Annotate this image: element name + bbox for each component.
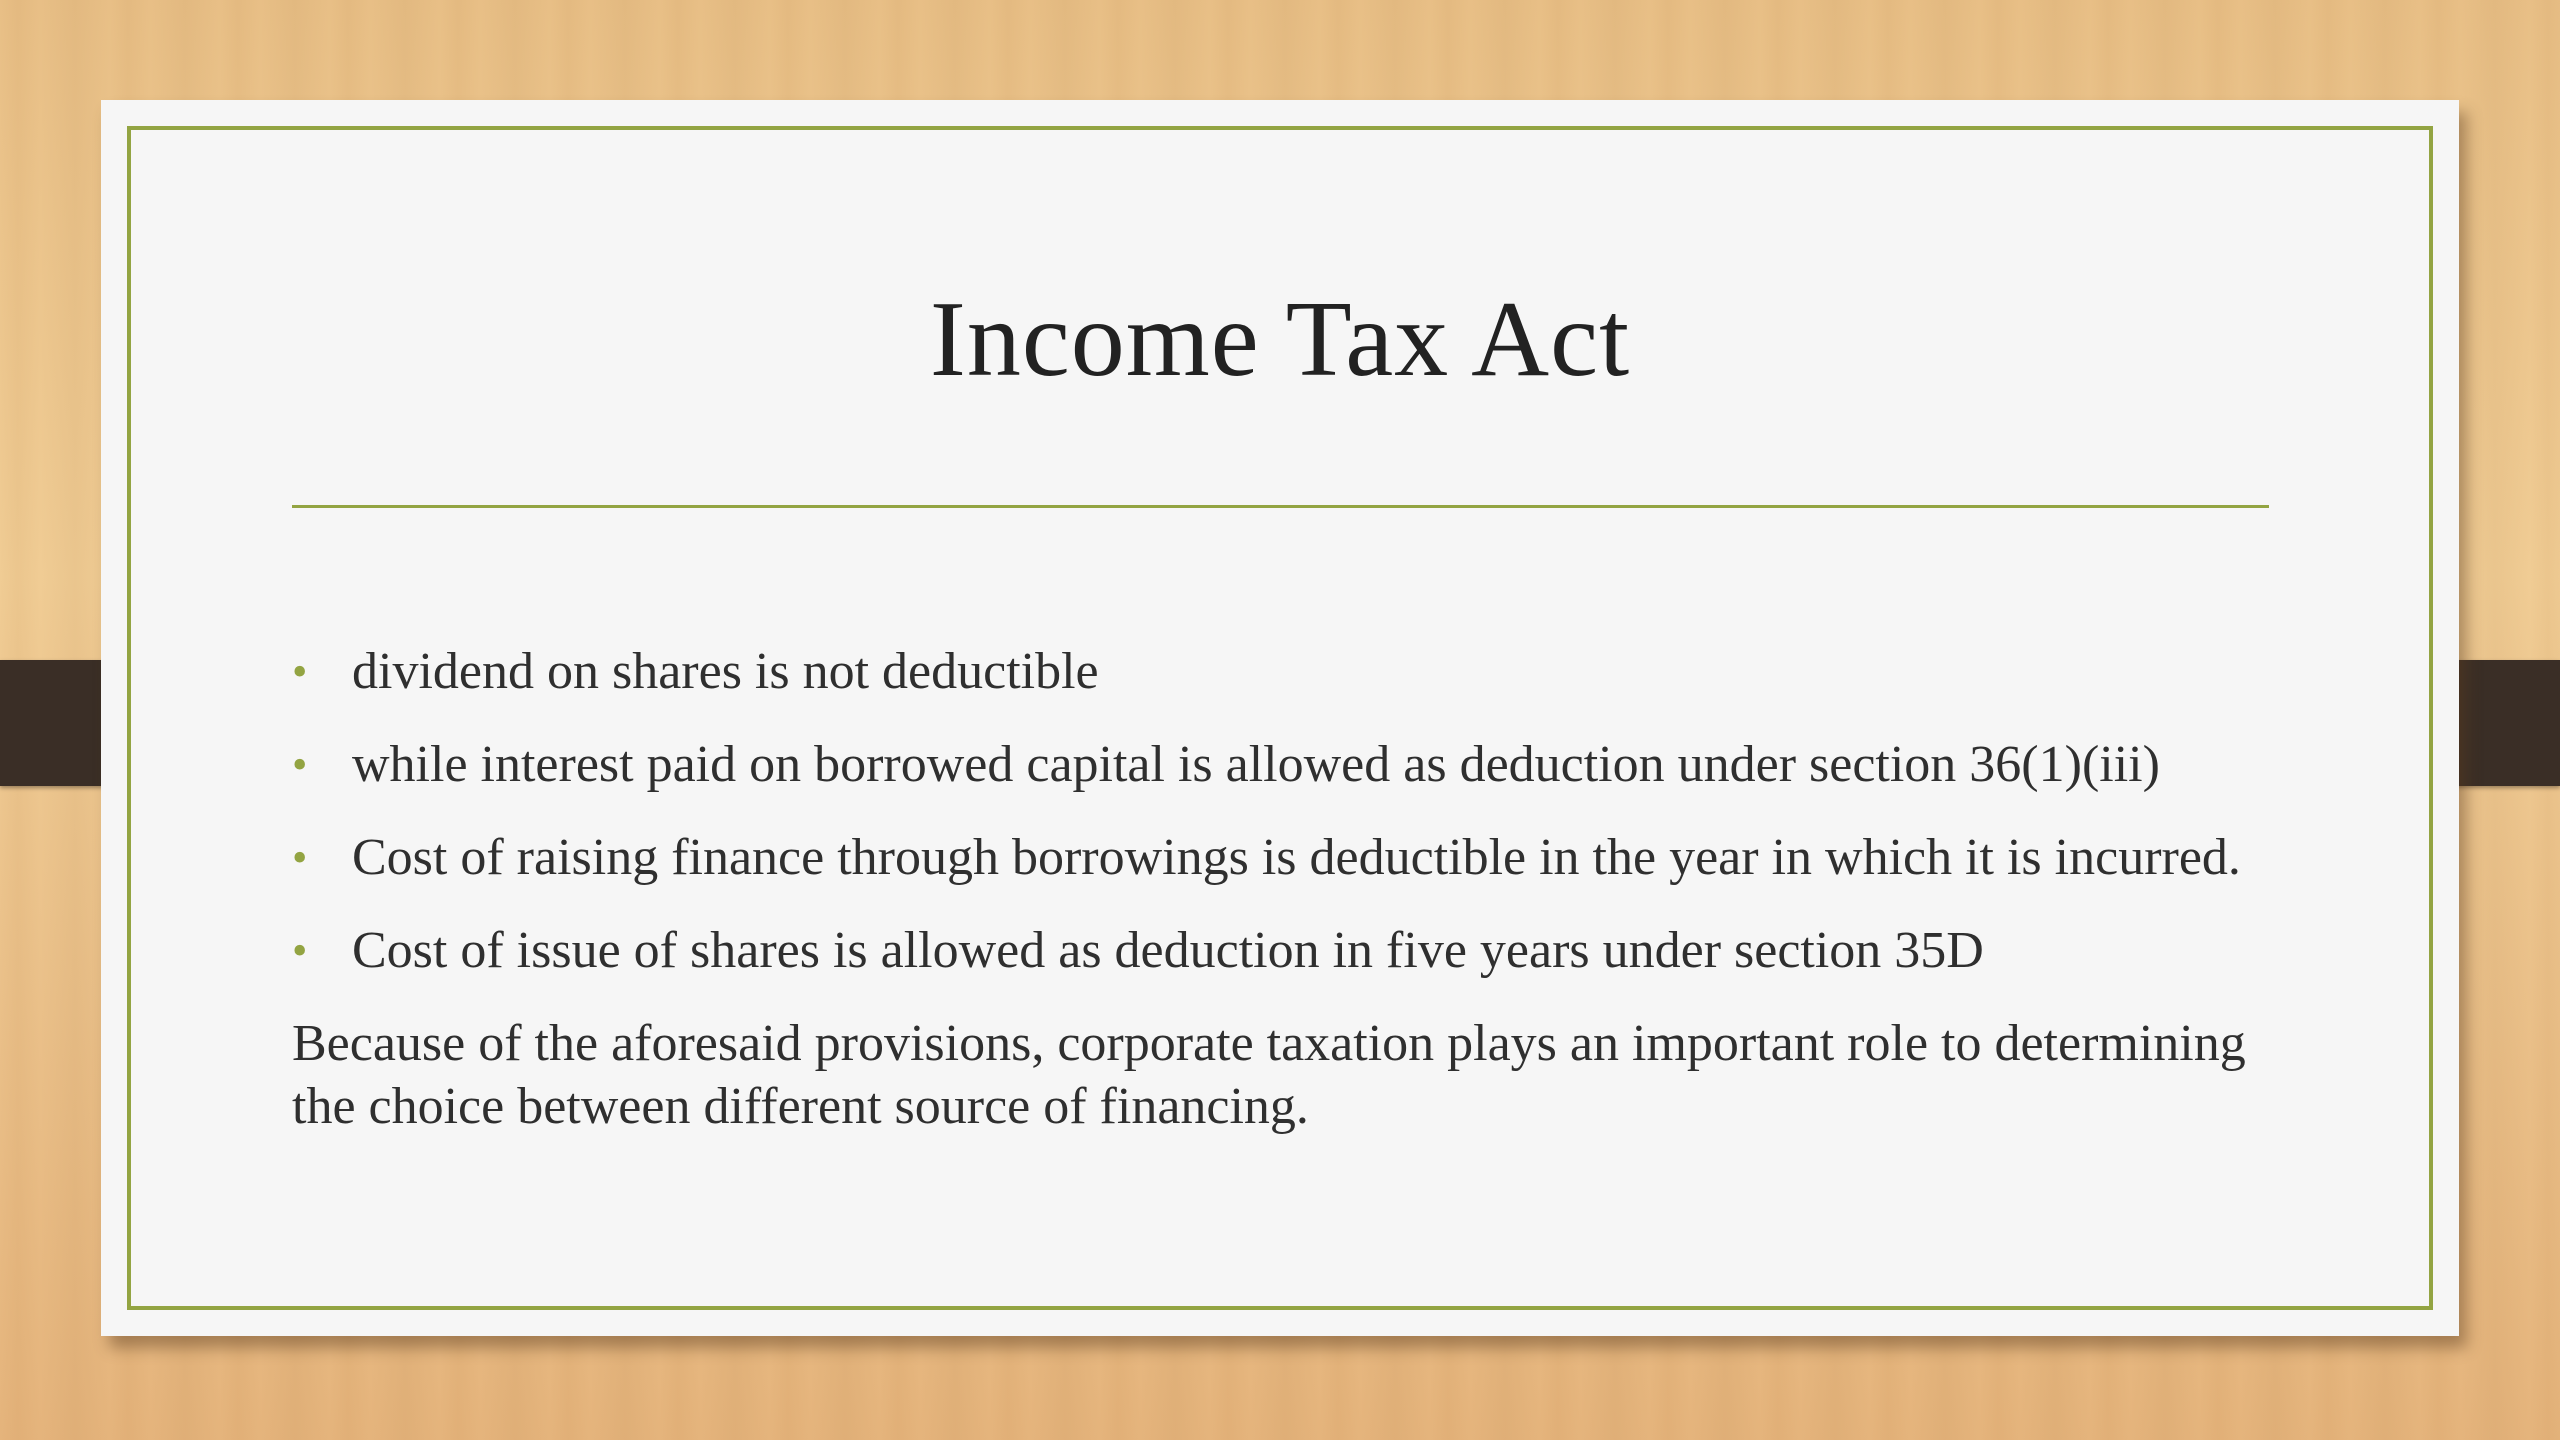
bullet-item (292, 919, 2282, 982)
bullet-dot-icon: • (292, 833, 308, 882)
bullet-text: while interest paid on borrowed capital is allowed as deduction under section 36(1)(iii) (352, 736, 2160, 793)
slide-title: Income Tax Act (929, 280, 1631, 399)
slide-card (101, 100, 2459, 1336)
bullet-dot-icon: • (292, 926, 308, 975)
closing-paragraph: Because of the aforesaid provisions, corporate taxation plays an important role to determining the choice between different source of financing. (292, 1015, 2246, 1135)
bullet-text: Cost of issue of shares is allowed as deduction in five years under section 35D (352, 922, 1984, 979)
bullet-item (292, 733, 2282, 796)
slide-content (292, 640, 2282, 1138)
bullet-dot-icon: • (292, 647, 308, 696)
bullet-dot-icon: • (292, 740, 308, 789)
bullet-list (292, 640, 2282, 982)
bullet-item (292, 826, 2282, 889)
bullet-text: dividend on shares is not deductible (352, 643, 1099, 700)
bullet-text: Cost of raising finance through borrowings is deductible in the year in which it is incurred. (352, 829, 2241, 886)
title-divider (292, 505, 2269, 508)
bullet-item (292, 640, 2282, 703)
